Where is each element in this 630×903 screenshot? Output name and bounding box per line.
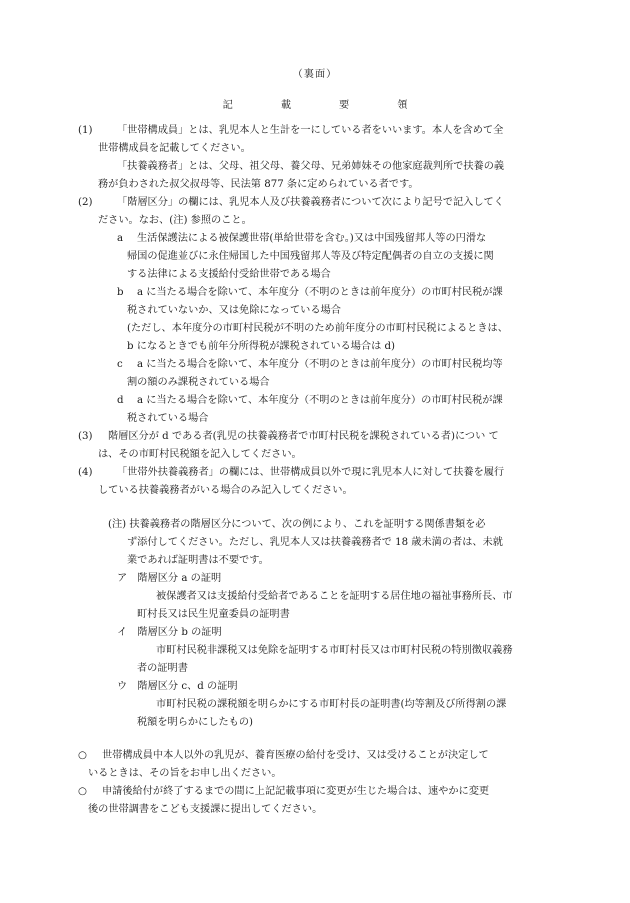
proof-a-text: 被保護者又は支援給付受給者であることを証明する居住地の福祉事務所長、市	[156, 591, 513, 602]
proof-b-text: 者の証明書	[137, 663, 188, 674]
class-b-text: b になるときでも前年分所得税が課税されている場合は d)	[127, 341, 395, 352]
title-char: 載	[280, 100, 291, 111]
item-2-text: ださい。なお、(注) 参照のこと。	[98, 215, 252, 226]
item-1-number: (1)	[78, 125, 93, 136]
bullet-text: いるときは、その旨をお申し出ください。	[88, 768, 282, 779]
class-c-mark: c	[117, 359, 123, 370]
proof-a-text: 町村長又は民生児童委員の証明書	[137, 609, 290, 620]
class-a-text: 帰国の促進並びに永住帰国した中国残留邦人等及び特定配偶者の自立の支援に関	[127, 251, 494, 262]
proof-b-text: 市町村民税非課税又は免除を証明する市町村長又は市町村民税の特別徴収義務	[156, 645, 513, 656]
class-d-text: 税されている場合	[127, 413, 209, 424]
note-text: ず添付してください。ただし、乳児本人又は扶養義務者で 18 歳未満の者は、未就	[127, 537, 503, 548]
class-c-text: a に当たる場合を除いて、本年度分（不明のときは前年度分）の市町村民税均等	[137, 359, 503, 370]
item-1-text: 「扶養義務者」とは、父母、祖父母、養父母、兄弟姉妹その他家庭裁判所で扶養の義	[117, 161, 505, 172]
class-b-mark: b	[117, 287, 124, 298]
item-3-number: (3)	[78, 431, 93, 442]
proof-cd-text: 市町村民税の課税額を明らかにする市町村長の証明書(均等割及び所得割の課	[156, 699, 507, 710]
item-1-text: 世帯構成員を記載してください。	[98, 143, 251, 154]
page-title	[0, 97, 630, 115]
bullet-text: 世帯構成員中本人以外の乳児が、養育医療の給付を受け、又は受けることが決定して	[102, 750, 489, 761]
proof-cd-heading: ウ 階層区分 c、d の証明	[117, 681, 238, 692]
class-b-text: 税されていないか、又は免除になっている場合	[127, 305, 341, 316]
class-a-mark: a	[117, 233, 124, 244]
class-c-text: 割の額のみ課税されている場合	[127, 377, 270, 388]
item-3-text: 階層区分が d である者(乳児の扶養義務者で市町村民税を課税されている者)につい て	[108, 431, 499, 442]
back-side-label: （裏面）	[292, 69, 338, 80]
class-a-text: する法律による支援給付受給世帯である場合	[127, 269, 331, 280]
item-4-text: している扶養義務者がいる場合のみ記入してください。	[98, 485, 353, 496]
bullet-mark: ○	[78, 786, 87, 797]
item-3-text: は、その市町村民税額を記入してください。	[98, 449, 302, 460]
item-4-number: (4)	[78, 467, 93, 478]
title-char: 領	[397, 100, 408, 111]
item-2-text: 「階層区分」の欄には、乳児本人及び扶養義務者について次により記号で記入してく	[117, 197, 504, 208]
class-b-text: (ただし、本年度分の市町村民税が不明のため前年度分の市町村民税によるときは、	[127, 323, 508, 334]
note-text: 業であれば証明書は不要です。	[127, 555, 269, 566]
title-char: 記	[222, 100, 233, 111]
bullet-mark: ○	[78, 750, 87, 761]
note-text: (注) 扶養義務者の階層区分について、次の例により、これを証明する関係書類を必	[108, 519, 486, 530]
item-4-text: 「世帯外扶養義務者」の欄には、世帯構成員以外で現に乳児本人に対して扶養を履行	[117, 467, 505, 478]
item-1-text: 「世帯構成員」とは、乳児本人と生計を一にしている者をいいます。本人を含めて全	[117, 125, 504, 136]
proof-cd-text: 税額を明らかにしたもの)	[137, 717, 254, 728]
proof-b-heading: イ 階層区分 b の証明	[117, 627, 222, 638]
bullet-text: 後の世帯調書をこども支援課に提出してください。	[88, 804, 323, 815]
class-a-text: 生活保護法による被保護世帯(単給世帯を含む。)又は中国残留邦人等の円滑な	[137, 233, 487, 244]
class-d-mark: d	[117, 395, 124, 406]
item-2-number: (2)	[78, 197, 93, 208]
bullet-text: 申請後給付が終了するまでの間に上記記載事項に変更が生じた場合は、速やかに変更	[102, 786, 490, 797]
title-char: 要	[339, 100, 350, 111]
class-b-text: a に当たる場合を除いて、本年度分（不明のときは前年度分）の市町村民税が課	[137, 287, 503, 298]
proof-a-heading: ア 階層区分 a の証明	[117, 573, 222, 584]
item-1-text: 務が負わされた叔父叔母等、民法第 877 条に定められている者です。	[98, 179, 419, 190]
class-d-text: a に当たる場合を除いて、本年度分（不明のときは前年度分）の市町村民税が課	[137, 395, 503, 406]
